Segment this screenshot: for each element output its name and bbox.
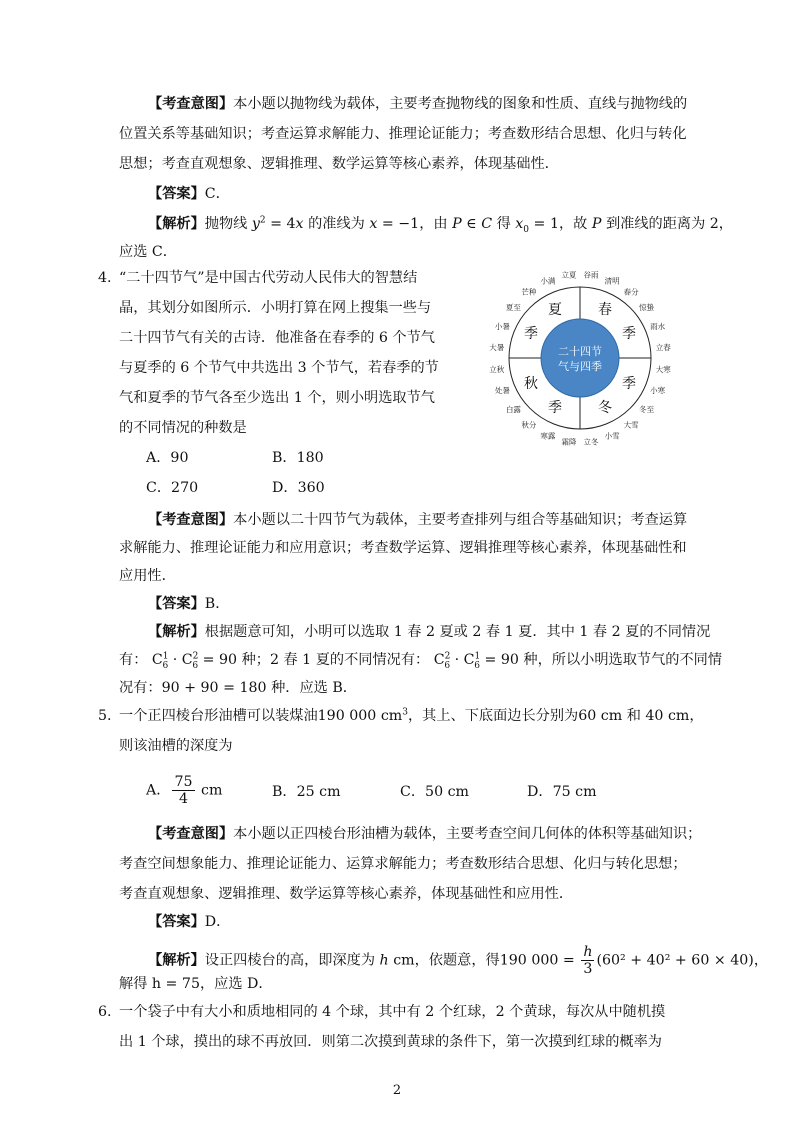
q4-option-a: A．90 bbox=[146, 450, 189, 466]
q5-option-c: C．50 cm bbox=[400, 784, 470, 800]
q4-analysis-line-1: 【解析】根据题意可知，小明可以选取 1 春 2 夏或 2 春 1 夏．其中 1 春 2 夏的不同情况 bbox=[148, 624, 711, 640]
q5-stem-line-2: 则该油槽的深度为 bbox=[119, 738, 233, 754]
q4-analysis-line-2: 有： $C^1_6 \cdot C^2_6 = 90$ 种；2 春 1 夏的不同情况有： $C^2_6 \cdot C^1_6 = 90$ 种，所以小明选取节气的不同情 bbox=[119, 651, 723, 671]
q3-intent-line-2: 位置关系等基础知识；考查运算求解能力、推理论证能力；考查数形结合思想、化归与转化 bbox=[119, 126, 687, 142]
q5-number: 5. bbox=[98, 708, 112, 724]
q4-stem-line-2: 晶，其划分如图所示．小明打算在网上搜集一些与 bbox=[119, 300, 432, 316]
season-char: 季 bbox=[523, 326, 538, 343]
q4-stem-line-1: “二十四节气”是中国古代劳动人民伟大的智慧结 bbox=[119, 270, 418, 286]
q3-analysis-line-1: 【解析】抛物线 $y^2 = 4x$ 的准线为 x = −1，由 P ∈ C 得 $x_0 = 1$，故 P 到准线的距离为 2， bbox=[148, 215, 733, 235]
wheel-center-label-1: 二十四节 bbox=[558, 345, 602, 358]
solar-terms-wheel-diagram bbox=[480, 258, 680, 458]
solar-term-label: 大寒 bbox=[655, 364, 671, 374]
solar-term-label: 夏至 bbox=[505, 302, 521, 312]
q4-stem-line-3: 二十四节气有关的古诗．他准备在春季的 6 个节气 bbox=[119, 330, 435, 346]
q5-stem-line-1: 一个正四棱台形油槽可以装煤油190 000 $cm^3$，其上、下底面边长分别为60 cm 和 40 cm， bbox=[119, 707, 704, 724]
q3-analysis-line-2: 应选 C． bbox=[119, 244, 177, 260]
solar-term-label: 霜降 bbox=[561, 437, 577, 447]
season-char: 春 bbox=[597, 301, 612, 318]
wheel-center-label-2: 气与四季 bbox=[558, 360, 602, 373]
solar-term-label: 立夏 bbox=[561, 270, 577, 280]
q4-stem-line-6: 的不同情况的种数是 bbox=[119, 420, 247, 436]
solar-term-label: 小雪 bbox=[604, 431, 620, 441]
q4-analysis-line-3: 况有：90 + 90 = 180 种．应选 B． bbox=[119, 680, 357, 696]
q4-intent-line-3: 应用性． bbox=[119, 568, 176, 584]
q5-intent-line-1: 【考查意图】本小题以正四棱台形油槽为载体，主要考查空间几何体的体积等基础知识； bbox=[148, 826, 702, 842]
q5-option-b: B．25 cm bbox=[272, 784, 341, 800]
q6-number: 6. bbox=[98, 1004, 112, 1020]
q5-intent-line-2: 考查空间想象能力、推理论证能力、运算求解能力；考查数形结合思想、化归与转化思想； bbox=[119, 856, 687, 872]
q4-intent-line-1: 【考查意图】本小题以二十四节气为载体，主要考查排列与组合等基础知识；考查运算 bbox=[148, 512, 688, 528]
q4-intent-line-2: 求解能力、推理论证能力和应用意识；考查数学运算、逻辑推理等核心素养，体现基础性和 bbox=[119, 540, 687, 556]
q3-answer: 【答案】C． bbox=[148, 186, 230, 202]
q6-stem-line-2: 出 1 个球，摸出的球不再放回．则第二次摸到黄球的条件下，第一次摸到红球的概率为 bbox=[119, 1034, 662, 1050]
solar-term-label: 冬至 bbox=[639, 405, 655, 415]
q4-number: 4. bbox=[98, 270, 112, 286]
solar-term-label: 秋分 bbox=[521, 420, 537, 430]
solar-term-label: 大雪 bbox=[623, 420, 639, 430]
season-char: 冬 bbox=[597, 400, 612, 417]
q5-analysis-line-2: 解得 h = 75，应选 D． bbox=[119, 976, 273, 992]
season-char: 夏 bbox=[548, 301, 563, 318]
season-char: 季 bbox=[622, 326, 637, 343]
solar-term-label: 芒种 bbox=[521, 287, 537, 297]
q4-answer: 【答案】B． bbox=[148, 596, 230, 612]
q4-option-d: D．360 bbox=[272, 480, 325, 496]
q3-intent-line-3: 思想；考查直观想象、逻辑推理、数学运算等核心素养，体现基础性． bbox=[119, 156, 559, 172]
solar-term-label: 春分 bbox=[623, 287, 639, 297]
q5-answer: 【答案】D． bbox=[148, 914, 231, 930]
q3-intent-line-1: 【考查意图】本小题以抛物线为载体，主要考查抛物线的图象和性质、直线与抛物线的 bbox=[148, 96, 688, 112]
solar-term-label: 大暑 bbox=[489, 343, 505, 353]
solar-term-label: 立秋 bbox=[489, 364, 505, 374]
season-char: 秋 bbox=[523, 375, 538, 392]
q5-intent-line-3: 考查直观想象、逻辑推理、数学运算等核心素养，体现基础性和应用性． bbox=[119, 886, 574, 902]
q4-stem-line-4: 与夏季的 6 个节气中共选出 3 个节气，若春季的节 bbox=[119, 360, 439, 376]
solar-term-label: 白露 bbox=[505, 405, 521, 415]
q4-option-c: C．270 bbox=[146, 480, 199, 496]
solar-term-label: 小暑 bbox=[494, 321, 510, 331]
q4-stem-line-5: 气和夏季的节气各至少选出 1 个，则小明选取节气 bbox=[119, 390, 435, 406]
q5-option-a: A． $\frac{75}{4}$ cm bbox=[146, 774, 223, 807]
q6-stem-line-1: 一个袋子中有大小和质地相同的 4 个球，其中有 2 个红球，2 个黄球，每次从中随机摸 bbox=[119, 1004, 666, 1020]
page-number: 2 bbox=[392, 1083, 402, 1098]
solar-term-label: 立冬 bbox=[583, 437, 599, 447]
solar-term-label: 谷雨 bbox=[583, 270, 599, 280]
solar-term-label: 清明 bbox=[604, 276, 620, 286]
solar-term-label: 立春 bbox=[655, 343, 671, 353]
solar-term-label: 惊蛰 bbox=[639, 302, 655, 312]
solar-term-label: 雨水 bbox=[650, 321, 666, 331]
solar-term-label: 处暑 bbox=[494, 386, 510, 396]
q5-option-d: D．75 cm bbox=[527, 784, 597, 800]
wheel-center-disc bbox=[541, 319, 619, 397]
q4-option-b: B．180 bbox=[272, 450, 324, 466]
season-char: 季 bbox=[622, 375, 637, 392]
q5-analysis-line-1: 【解析】设正四棱台的高，即深度为 h cm，依题意，得190 000 = $\frac{h}{3}$ (60² + 40² + 60 × 40)， bbox=[148, 944, 769, 977]
solar-term-label: 小满 bbox=[540, 276, 556, 286]
solar-term-label: 寒露 bbox=[540, 431, 556, 441]
season-char: 季 bbox=[548, 400, 563, 417]
solar-term-label: 小寒 bbox=[650, 386, 666, 396]
